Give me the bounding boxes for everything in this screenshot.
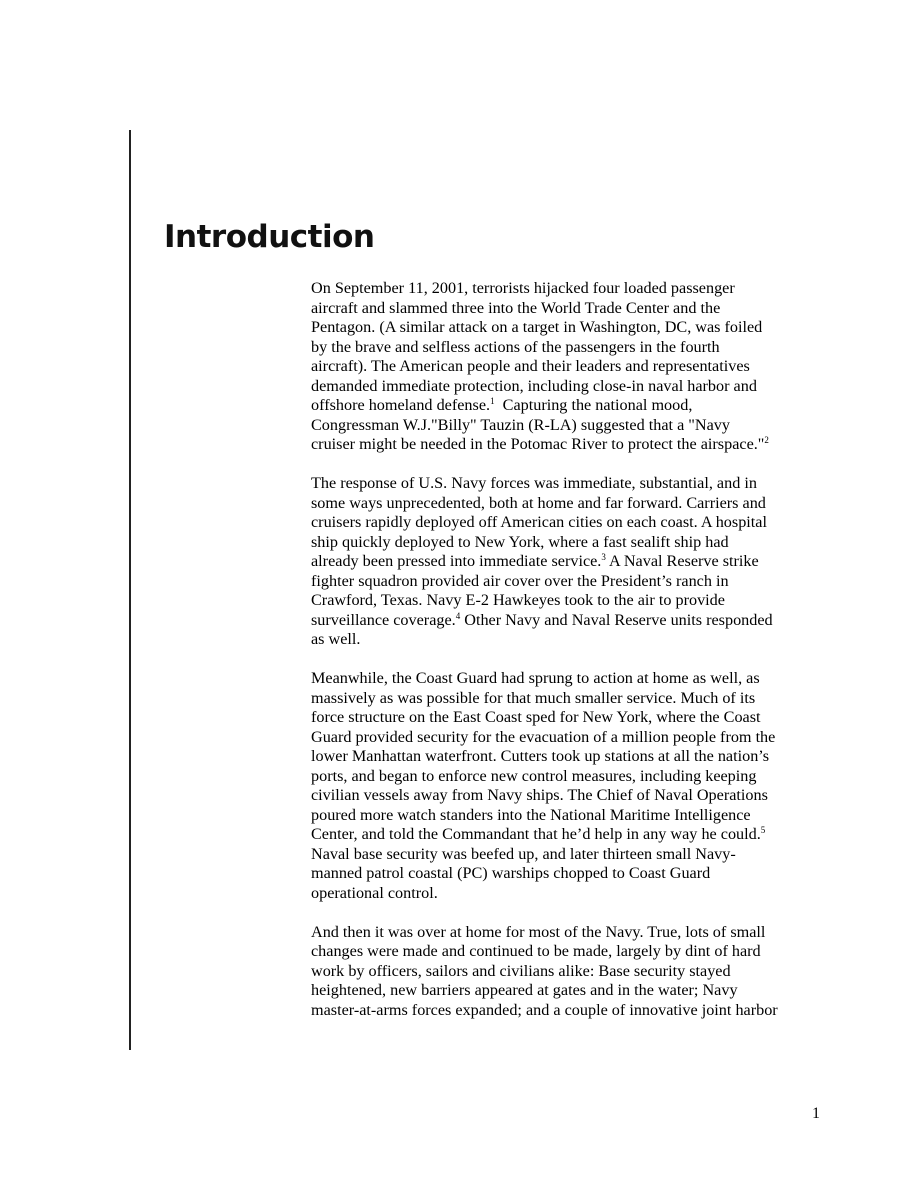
line-text: force structure on the East Coast sped for New York, where the Coast [311,708,761,726]
text-line [311,572,831,592]
line-text: cruisers rapidly deployed off American cities on each coast. A hospital [311,513,767,531]
text-line [311,923,831,943]
paragraph [311,474,831,650]
text-line [311,338,831,358]
text-line [311,708,831,728]
line-text: ports, and began to enforce new control measures, including keeping [311,766,757,785]
line-text: operational control. [311,883,438,902]
text-line [311,377,831,397]
text-line [311,611,831,631]
footnote-marker: 5 [760,825,766,835]
text-line [311,689,831,709]
text-line [311,669,831,689]
line-text: Congressman W.J."Billy" Tauzin (R-LA) suggested that a "Navy [311,415,730,434]
line-text: Guard provided security for the evacuation of a million people from the [311,727,776,746]
text-line [311,396,831,416]
text-line [311,864,831,884]
line-text-continued: Other Navy and Naval Reserve units responded [460,610,773,629]
text-line [311,279,831,299]
line-text: The response of U.S. Navy forces was immediate, substantial, and in [311,474,757,492]
line-text: On September 11, 2001, terrorists hijacked four loaded passenger [311,279,735,297]
text-line [311,513,831,533]
text-line [311,357,831,377]
line-text: Crawford, Texas. Navy E-2 Hawkeyes took to the air to provide [311,591,725,609]
line-text: heightened, new barriers appeared at gates and in the water; Navy [311,981,738,999]
text-line [311,728,831,748]
text-line [311,962,831,982]
line-text: And then it was over at home for most of the Navy. True, lots of small [311,922,766,941]
text-line [311,591,831,611]
paragraph [311,279,831,455]
paragraph [311,923,831,1021]
line-text: cruiser might be needed in the Potomac River to protect the airspace." [311,435,765,453]
line-text: aircraft). The American people and their leaders and representatives [311,357,750,375]
text-line [311,825,831,845]
line-text: surveillance coverage. [311,610,456,629]
margin-rule [129,130,131,1050]
line-text: ship quickly deployed to New York, where a fast sealift ship had [311,532,729,551]
text-line [311,845,831,865]
page-number: 1 [812,1105,820,1122]
line-text: changes were made and continued to be made, largely by dint of hard [311,942,761,960]
text-line [311,747,831,767]
line-text: massively as was possible for that much smaller service. Much of its [311,688,756,707]
line-text: master-at-arms forces expanded; and a couple of innovative joint harbor [311,1000,778,1019]
text-line [311,884,831,904]
line-text: Pentagon. (A similar attack on a target in Washington, DC, was foiled [311,318,763,336]
paragraph [311,669,831,903]
line-text: work by officers, sailors and civilians alike: Base security stayed [311,961,731,980]
body-text [311,279,831,1040]
text-line [311,1001,831,1021]
text-line [311,435,831,455]
line-text: Center, and told the Commandant that he’d help in any way he could. [311,825,761,843]
line-text: civilian vessels away from Navy ships. The Chief of Naval Operations [311,786,768,804]
text-line [311,981,831,1001]
text-line [311,767,831,787]
footnote-marker: 3 [601,552,606,562]
line-text: already been pressed into immediate service. [311,552,602,570]
line-text: by the brave and selfless actions of the passengers in the fourth [311,337,720,356]
page-title: Introduction [164,219,375,255]
text-line [311,552,831,572]
text-line [311,630,831,650]
text-line [311,806,831,826]
text-line [311,299,831,319]
footnote-marker: 4 [455,610,461,621]
line-text: manned patrol coastal (PC) warships chopped to Coast Guard [311,864,711,882]
line-text: as well. [311,630,361,648]
line-text-continued: A Naval Reserve strike [605,552,759,570]
text-line [311,416,831,436]
text-line [311,474,831,494]
text-line [311,318,831,338]
line-text: poured more watch standers into the National Maritime Intelligence [311,805,751,824]
text-line [311,494,831,514]
text-line [311,786,831,806]
line-text: Meanwhile, the Coast Guard had sprung to action at home as well, as [311,669,760,687]
line-text: demanded immediate protection, including close-in naval harbor and [311,376,757,395]
line-text: aircraft and slammed three into the World Trade Center and the [311,298,721,317]
line-text-continued: Capturing the national mood, [494,396,693,414]
line-text: fighter squadron provided air cover over the President’s ranch in [311,571,729,590]
footnote-marker: 1 [490,396,495,406]
line-text: lower Manhattan waterfront. Cutters took up stations at all the nation’s [311,747,770,765]
text-line [311,942,831,962]
line-text: some ways unprecedented, both at home and far forward. Carriers and [311,493,766,512]
footnote-marker: 2 [764,435,769,445]
text-line [311,533,831,553]
line-text: Naval base security was beefed up, and later thirteen small Navy- [311,844,736,863]
line-text: offshore homeland defense. [311,396,491,414]
